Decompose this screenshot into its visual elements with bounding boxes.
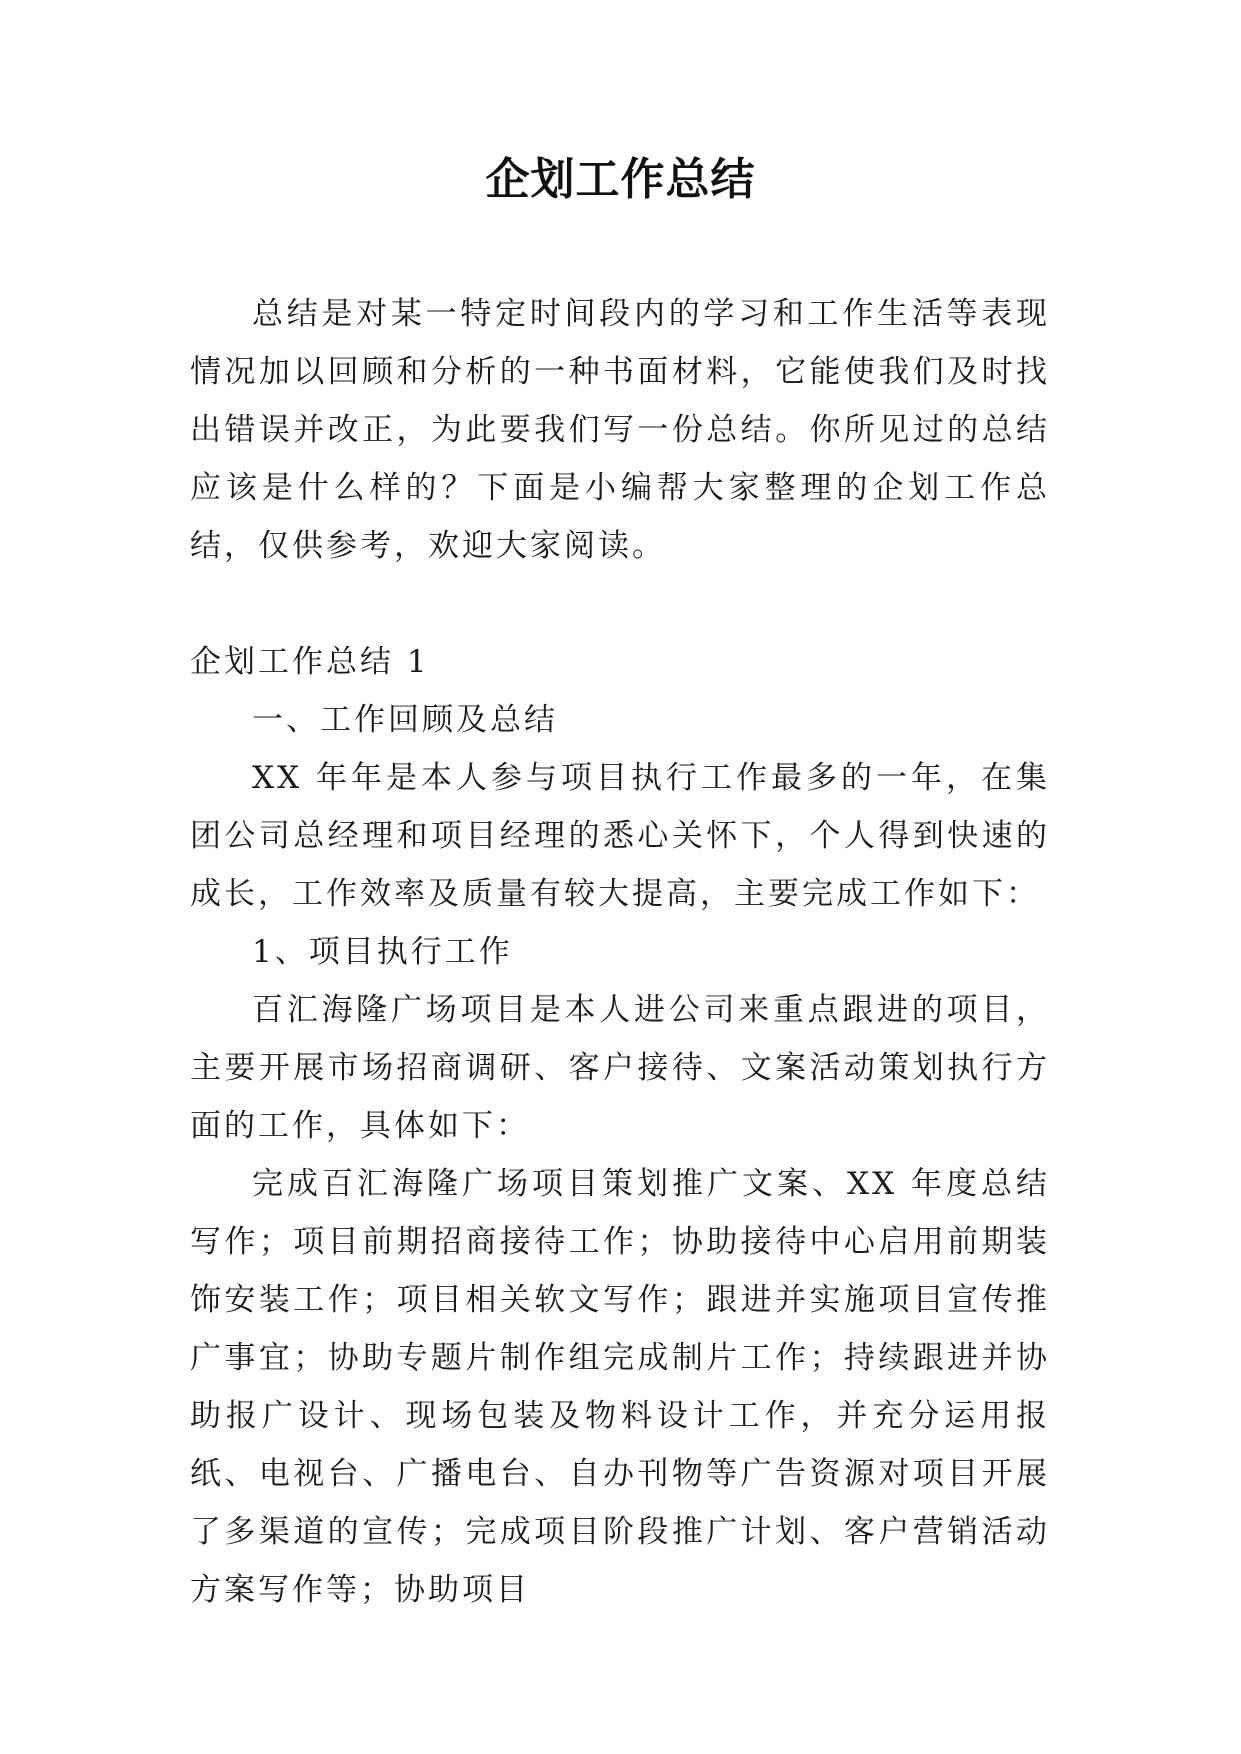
paragraph-project-details: 完成百汇海隆广场项目策划推广文案、XX 年度总结写作；项目前期招商接待工作；协助接待中心启用前期装饰安装工作；项目相关软文写作；跟进并实施项目宣传推广事宜；协助专题片制作组完成制片工作；持续跟进并协助报广设计、现场包装及物料设计工作，并充分运用报纸、电视台、广播电台、自办刊物等广告资源对项目开展了多渠道的宣传；完成项目阶段推广计划、客户营销活动方案写作等；协助项目 — [190, 1166, 1050, 1608]
document-body — [190, 285, 1050, 1619]
document-title: 企划工作总结 — [485, 154, 756, 205]
paragraph-spacer — [190, 575, 1050, 633]
paragraph-project-intro: 百汇海隆广场项目是本人进公司来重点跟进的项目，主要开展市场招商调研、客户接待、文案活动策划执行方面的工作，具体如下： — [190, 992, 1050, 1144]
intro-paragraph: 总结是对某一特定时间段内的学习和工作生活等表现情况加以回顾和分析的一种书面材料，它能使我们及时找出错误并改正，为此要我们写一份总结。你所见过的总结应该是什么样的？下面是小编帮大家整理的企划工作总结，仅供参考，欢迎大家阅读。 — [190, 296, 1050, 564]
section-title: 企划工作总结 1 — [190, 644, 430, 680]
heading-project-execution: 1、项目执行工作 — [252, 934, 513, 970]
heading-work-review: 一、工作回顾及总结 — [252, 702, 558, 738]
paragraph-year-summary: XX 年年是本人参与项目执行工作最多的一年，在集团公司总经理和项目经理的悉心关怀下，个人得到快速的成长，工作效率及质量有较大提高，主要完成工作如下： — [190, 760, 1050, 912]
